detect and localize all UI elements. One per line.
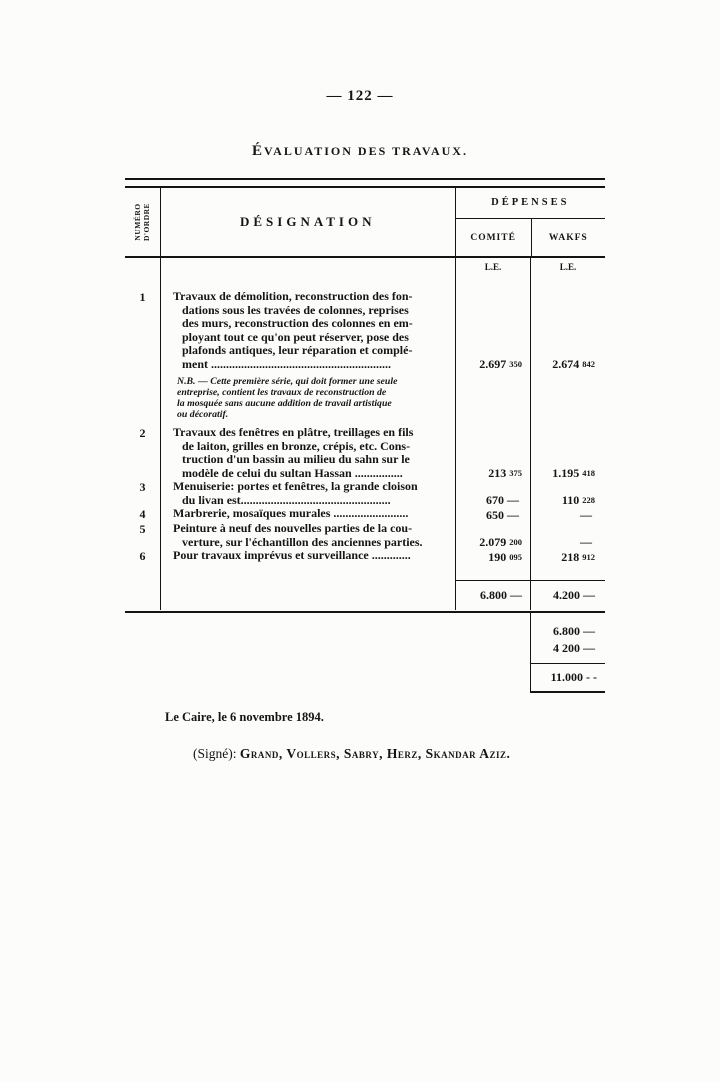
row-designation [161,426,456,480]
amount-millimes: 350 [509,358,522,369]
summary-grand-total: 11.000 - - [531,663,605,693]
row-amount-comite [456,480,531,507]
amount-value: 1.195 [552,465,580,480]
summary-line-wakfs: 4 200 — [553,641,595,655]
row-designation [161,507,456,522]
comite-column-header: COMITÉ [456,219,532,256]
signatories: Grand, Vollers, Sabry, Herz, Skandar Aziz. [239,746,511,761]
table-row [125,284,605,371]
table-note-row [125,371,605,426]
amount-value: 2.697 [479,356,507,371]
designation-line: plafonds antiques, leur réparation et complé- [182,344,413,357]
totals-row [125,580,605,611]
designation-line: Travaux de démolition, reconstruction des fon- [173,290,413,303]
designation-column-header: DÉSIGNATION [161,188,456,256]
evaluation-table [125,178,605,693]
amount-millimes: 912 [582,551,595,562]
designation-line: du livan est.................................................. [182,493,391,507]
summary-line-comite: 6.800 — [553,624,595,638]
note-line: entreprise, contient les travaux de reconstruction de [177,387,387,398]
spacer-cell [161,258,456,284]
row-amount-wakfs [531,549,605,580]
row-amount-wakfs [531,284,605,371]
depenses-column-group [456,188,605,256]
total-wakfs: 4.200 — [531,580,605,611]
designation-line: Pour travaux imprévus et surveillance ............. [173,549,411,562]
row-designation [161,480,456,507]
designation-line: Marbrerie, mosaïques murales ......................... [173,507,409,520]
row-amount-comite [456,284,531,371]
amount-millimes: 228 [582,494,595,505]
amount-value: 2.079 [479,534,507,549]
designation-line: Travaux des fenêtres en plâtre, treillages en fils [173,426,414,439]
row-amount-comite [456,522,531,549]
amount-value: 650 — [486,507,519,522]
currency-label-comite: L.E. [456,258,531,284]
designation-line: Peinture à neuf des nouvelles parties de la cou- [173,522,413,535]
row-amount-wakfs [531,426,605,480]
spacer-cell [456,371,531,426]
designation-line: des murs, reconstruction des colonnes en em- [182,317,413,330]
order-number-label-line1: NUMÉRO [133,203,143,241]
depenses-subheaders [456,219,605,256]
designation-line: truction d'un bassin au milieu du sahn sur le [182,453,410,466]
row-designation [161,284,456,371]
row-amount-comite [456,426,531,480]
designation-line: Menuiserie: portes et fenêtres, la grande cloison [173,480,418,493]
page-number: — 122 — [326,88,394,104]
wakfs-column-header: WAKFS [548,232,588,243]
currency-row [125,258,605,284]
amount-millimes: 095 [509,551,522,562]
row-designation [161,522,456,549]
table-row [125,507,605,522]
table-row [125,426,605,480]
amount-value: 2.674 [552,356,580,371]
summary-box [530,613,605,693]
table-header [125,188,605,258]
total-comite: 6.800 — [456,580,531,610]
row-amount-comite [456,507,531,522]
signature-prefix: (Signé): [193,746,237,761]
amount-millimes: 842 [582,358,595,369]
amount-value: 670 — [486,492,519,507]
amount-value: — [580,534,592,549]
row-number: 3 [125,480,161,507]
designation-line: modèle de celui du sultan Hassan ................ [182,466,403,480]
depenses-header: DÉPENSES [456,188,605,219]
spacer-cell [125,371,161,426]
note-line: N.B. — Cette première série, qui doit former une seule [177,376,398,387]
row-amount-wakfs [531,522,605,549]
table-row [125,480,605,507]
designation-line: ment ............................................................ [182,357,391,371]
spacer-cell [531,371,605,426]
amount-value: — [580,507,592,522]
row-number: 1 [125,284,161,371]
order-number-column-header [125,188,161,256]
designation-line: ployant tout ce qu'on peut réserver, pose des [182,330,409,344]
summary-addends [531,613,605,663]
row-number: 6 [125,549,161,580]
order-number-label [133,203,151,241]
note-line: la mosquée sans aucune addition de travail artistique [177,398,392,409]
row-number: 2 [125,426,161,480]
note-line: ou décoratif. [177,409,229,420]
order-number-label-line2: D'ORDRE [142,202,152,242]
row-number: 4 [125,507,161,522]
table-row [125,549,605,580]
row-designation [161,549,456,580]
nb-note [161,371,456,426]
table-row [125,522,605,549]
place-date: Le Caire, le 6 novembre 1894. [165,710,324,724]
amount-value: 218 [561,549,580,564]
row-number: 5 [125,522,161,549]
spacer-cell [161,580,456,610]
table-top-rule [125,178,605,188]
designation-line: de laiton, grilles en bronze, crépis, etc. Cons- [182,439,411,453]
amount-millimes: 418 [582,467,595,478]
designation-line: verture, sur l'échantillon des anciennes parties. [182,535,423,549]
amount-value: 190 [488,549,507,564]
document-title: ÉVALUATION DES TRAVAUX. [252,143,468,159]
spacer-cell [125,258,161,284]
amount-millimes: 200 [509,536,522,547]
amount-millimes: 375 [509,467,522,478]
row-amount-wakfs [531,507,605,522]
signature-line [193,746,510,762]
row-amount-wakfs [531,480,605,507]
amount-value: 213 [488,465,507,480]
row-amount-comite [456,549,531,580]
currency-label-wakfs: L.E. [559,262,577,272]
amount-value: 110 [561,492,580,507]
designation-line: dations sous les travées de colonnes, reprises [182,303,409,317]
spacer-cell [125,580,161,610]
